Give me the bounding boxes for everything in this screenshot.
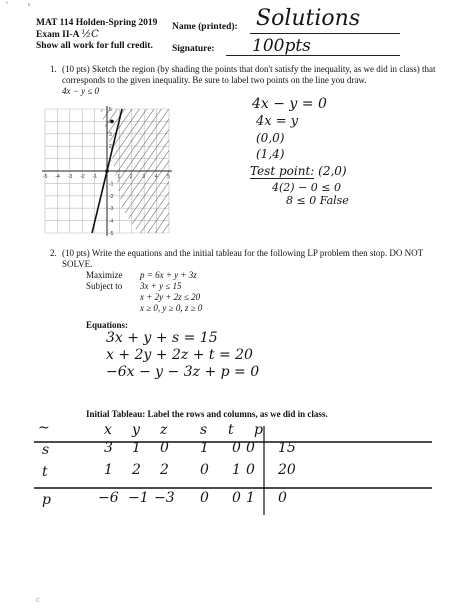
course-title: MAT 114 Holden-Spring 2019 — [36, 18, 158, 28]
q2-subject-label: Subject to — [86, 281, 123, 291]
tableau-cell: 0 — [246, 462, 255, 478]
tableau-header-s: s — [200, 422, 208, 438]
q2-tableau-label: Initial Tableau: Label the rows and columns, as we did in class. — [86, 409, 328, 419]
name-line — [250, 33, 400, 34]
tableau-cell: −6 — [98, 490, 119, 506]
tableau-row-label-p: p — [42, 492, 51, 508]
corner-mark-a: " — [6, 2, 9, 8]
name-label: Name (printed): — [172, 22, 238, 32]
axis-x-tick-label: -5 — [43, 174, 48, 180]
signature-value: 100pts — [252, 36, 311, 56]
axis-x-tick-label: 2 — [129, 174, 133, 180]
axis-x-tick-label: -2 — [80, 174, 85, 180]
tableau-cell: 0 — [200, 462, 209, 478]
q2-constraint-3: x ≥ 0, y ≥ 0, z ≥ 0 — [140, 303, 203, 313]
axis-y-tick-label: 3 — [109, 131, 112, 138]
tableau-corner: ~ — [38, 420, 50, 436]
axis-y-tick-label: -4 — [109, 218, 114, 225]
q1-text-line1: (10 pts) Sketch the region (by shading the points that don't satisfy the inequality, as we did in class) that — [62, 64, 436, 74]
axis-y-tick-label: -1 — [109, 181, 114, 188]
q2-maximize-label: Maximize — [86, 270, 123, 280]
axis-y-tick-label: -5 — [109, 231, 114, 237]
tableau-cell: 1 — [200, 440, 209, 456]
corner-mark-b: c — [28, 2, 31, 8]
axis-x-tick-label: 4 — [154, 174, 158, 180]
tableau-rhs: 20 — [278, 462, 296, 478]
q2-text-line2: SOLVE. — [62, 259, 93, 269]
q2-equations-label: Equations: — [86, 320, 129, 330]
tableau-row-label-s: s — [42, 442, 50, 458]
tableau-cell: −1 — [128, 490, 149, 506]
q2-constraint-2: x + 2y + 2z ≤ 20 — [140, 292, 201, 302]
tableau-rhs: 0 — [278, 490, 287, 506]
tableau-cell: 3 — [104, 440, 113, 456]
tableau-cell: 1 — [232, 462, 241, 478]
q1-text-line2: corresponds to the given inequality. Be sure to label two points on the line you draw. — [62, 75, 367, 85]
axis-y-tick-label: -3 — [109, 206, 114, 213]
exam-hand: ½C — [81, 29, 99, 40]
tableau-header-t: t — [228, 422, 234, 438]
q2-objective: p = 6x + y + 3z — [140, 270, 197, 280]
q1-test-point: Test point: (2,0) — [250, 164, 347, 178]
tableau-cell: 0 — [200, 490, 209, 506]
tableau-row-label-t: t — [42, 464, 48, 480]
axis-y-tick-label: 4 — [109, 119, 112, 126]
tableau-header-z: z — [160, 422, 168, 438]
tableau-cell: 2 — [132, 462, 141, 478]
q1-work-3: (0,0) — [256, 131, 285, 145]
tableau-header-x: x — [104, 422, 112, 438]
exam-label: Exam II-A ½C — [36, 29, 99, 40]
signature-label: Signature: — [172, 44, 215, 54]
q1-test-calc: 4(2) − 0 ≤ 0 — [272, 181, 341, 194]
axis-y-tick-label: 1 — [109, 156, 112, 163]
q1-graph — [40, 104, 175, 239]
name-value: Solutions — [256, 6, 361, 31]
axis-x-tick-label: 1 — [117, 174, 121, 180]
q1-test-result: 8 ≤ 0 False — [286, 194, 349, 207]
q2-text-line1: (10 pts) Write the equations and the initial tableau for the following LP problem then stop. DO NOT — [62, 248, 424, 258]
tableau-header-y: y — [132, 422, 140, 438]
q2-equation-2: x + 2y + 2z + t = 20 — [106, 347, 253, 363]
tableau-cell: 0 — [160, 440, 169, 456]
axis-x-tick-label: -4 — [55, 174, 60, 180]
footer-mark: C — [36, 598, 41, 604]
tableau-cell: 2 — [160, 462, 169, 478]
tableau-rhs: 15 — [278, 440, 296, 456]
axis-y-tick-label: -2 — [109, 193, 114, 200]
q1-number: 1. — [50, 64, 57, 74]
q1-work-4: (1,4) — [256, 147, 285, 161]
axis-x-tick-label: 5 — [167, 174, 170, 180]
q2-constraint-1: 3x + y ≤ 15 — [140, 281, 182, 291]
axis-x-tick-label: -1 — [92, 174, 98, 180]
q1-work-1: 4x − y = 0 — [252, 96, 327, 112]
point-origin — [105, 169, 109, 173]
axis-y-tick-label: 2 — [109, 144, 112, 151]
q2-number: 2. — [50, 248, 57, 258]
tableau-header-p: p — [254, 422, 263, 438]
tableau-cell: 1 — [246, 490, 255, 506]
tableau-cell: 1 — [104, 462, 113, 478]
tableau-cell: 0 — [232, 490, 241, 506]
axis-y-tick-label: 5 — [109, 107, 112, 113]
q2-equation-1: 3x + y + s = 15 — [106, 330, 218, 346]
tableau-cell: 0 — [246, 440, 255, 456]
q2-equation-3: −6x − y − 3z + p = 0 — [106, 364, 260, 380]
q1-work-2: 4x = y — [256, 114, 299, 129]
axis-x-tick-label: 3 — [142, 174, 145, 180]
q1-inequality: 4x − y ≤ 0 — [62, 86, 100, 96]
tableau-cell: 0 — [232, 440, 241, 456]
instructions: Show all work for full credit. — [36, 41, 153, 51]
tableau — [32, 420, 442, 520]
axis-x-tick-label: -3 — [67, 174, 73, 180]
tableau-cell: −3 — [154, 490, 175, 506]
tableau-cell: 1 — [132, 440, 141, 456]
